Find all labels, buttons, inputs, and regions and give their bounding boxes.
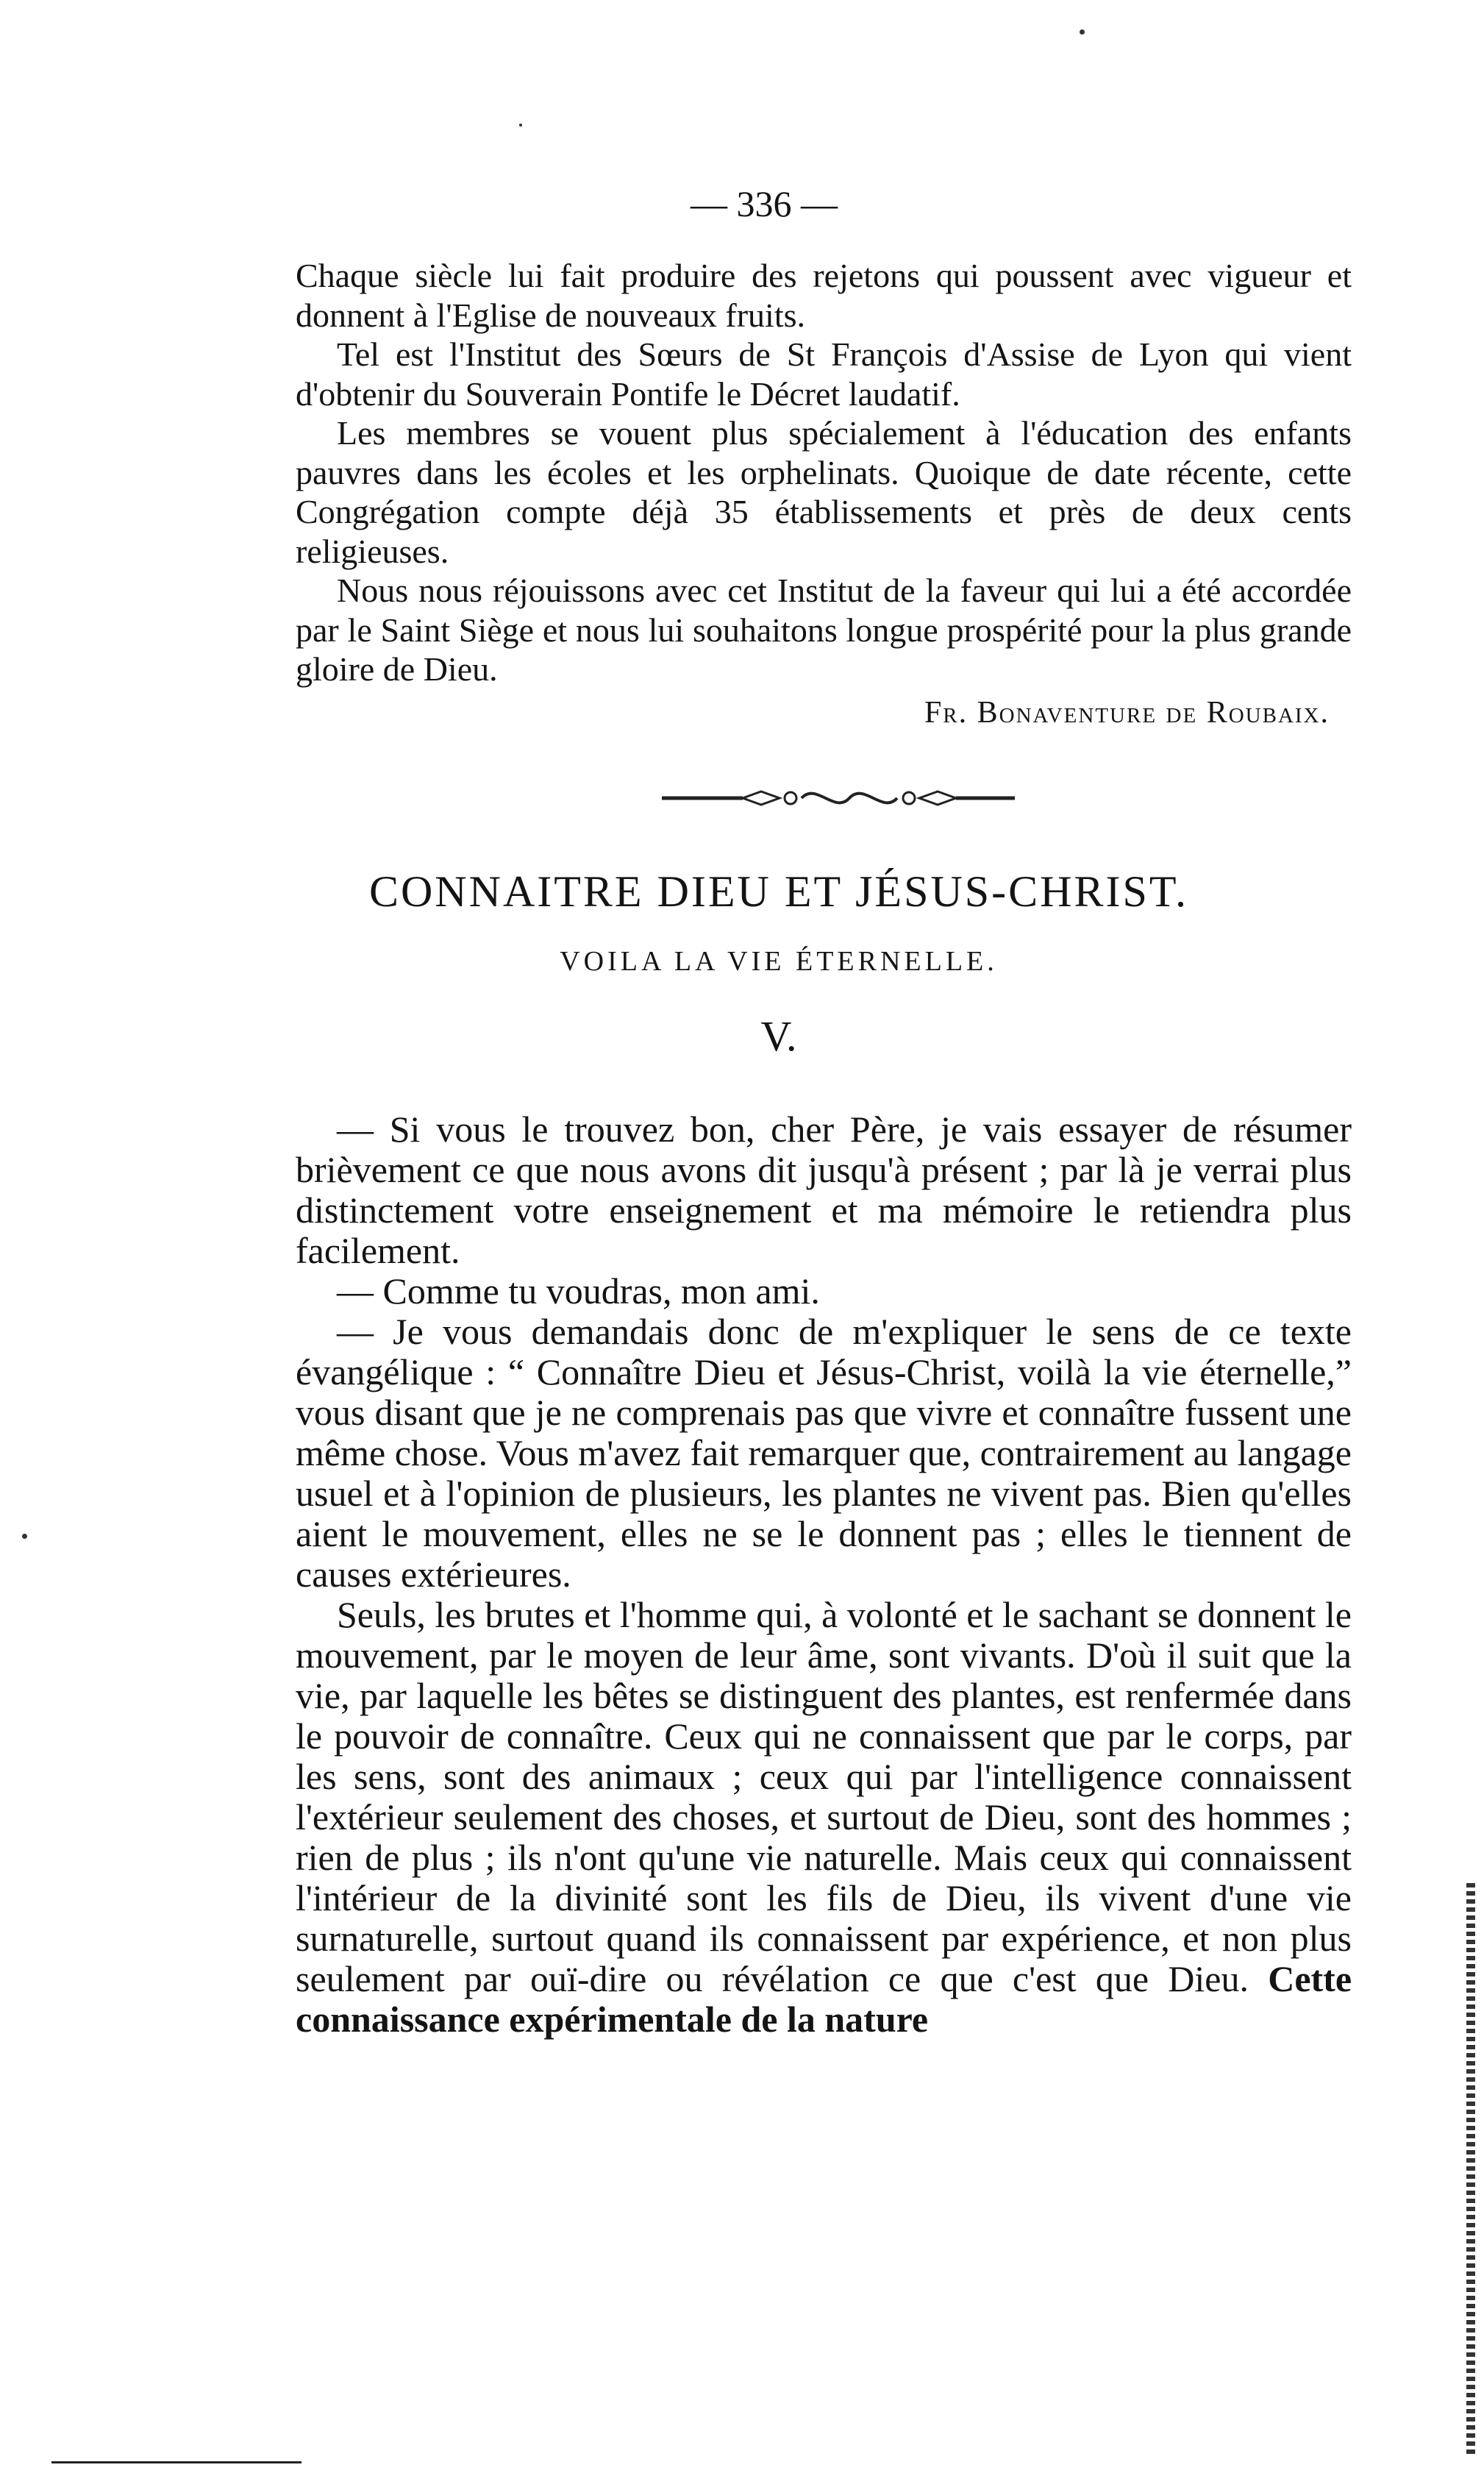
signature-text: Fr. Bonaventure de Roubaix. bbox=[924, 696, 1330, 730]
section-number: V. bbox=[760, 1012, 797, 1060]
article-body bbox=[296, 1109, 1352, 2040]
paragraph: Chaque siècle lui fait produire des rejetons qui poussent avec vigueur et donnent à l'Eglise de nouveaux fruits. bbox=[296, 257, 1352, 334]
paragraph: Nous nous réjouissons avec cet Institut de la faveur qui lui a été accordée par le Saint Siège et nous lui souhaitons longue prospérité pour la plus grande gloire de Dieu. bbox=[296, 572, 1352, 688]
paragraph: Tel est l'Institut des Sœurs de St François d'Assise de Lyon qui vient d'obtenir du Souverain Pontife le Décret laudatif. bbox=[296, 335, 1352, 413]
previous-article-text bbox=[296, 256, 1352, 689]
article-subtitle: VOILA LA VIE ÉTERNELLE. bbox=[560, 946, 998, 977]
article-title: CONNAITRE DIEU ET JÉSUS-CHRIST. bbox=[368, 867, 1189, 916]
scan-speck bbox=[519, 124, 522, 127]
scan-speck bbox=[22, 1534, 27, 1539]
scan-speck bbox=[1080, 29, 1085, 35]
paragraph: — Je vous demandais donc de m'expliquer le sens de ce texte évangélique : “ Connaître Dieu et Jésus-Christ, voilà la vie éternelle,” vous disant que je ne comprenais pas que vivre et connaître fussent une même chose. Vous m'avez fait remarquer que, contrairement au langage usuel et à l'opinion de plusieurs, les plantes ne vivent pas. Bien qu'elles aient le mouvement, elles ne se le donnent pas ; elles le tiennent de causes extérieures. bbox=[296, 1311, 1352, 1595]
paragraph: Les membres se vouent plus spécialement à l'éducation des enfants pauvres dans les écoles et les orphelinats. Quoique de date récente, cette Congrégation compte déjà 35 établissements et près de deux cents religieuses. bbox=[296, 414, 1352, 570]
ornamental-divider bbox=[662, 783, 1015, 813]
author-signature bbox=[924, 695, 1330, 730]
paragraph-text: Seuls, les brutes et l'homme qui, à volonté et le sachant se donnent le mouvement, par le moyen de leur âme, sont vivants. D'où il suit que la vie, par laquelle les bêtes se distinguent des plantes, est renfermée dans le pouvoir de connaître. Ceux qui ne connaissent que par le corps, par les sens, sont des animaux ; ceux qui par l'intelligence connaissent l'extérieur seulement des choses, et surtout de Dieu, sont des hommes ; rien de plus ; ils n'ont qu'une vie naturelle. Mais ceux qui connaissent l'intérieur de la divinité sont les fils de Dieu, ils vivent d'une vie surnaturelle, surtout quand ils connaissent par expérience, et non plus seulement par ouï-dire ou révélation ce que c'est que Dieu. bbox=[296, 1594, 1352, 1999]
paragraph bbox=[296, 1595, 1352, 2040]
paragraph: — Si vous le trouvez bon, cher Père, je vais essayer de résumer brièvement ce que nous avons dit jusqu'à présent ; par là je verrai plus distinctement votre enseignement et ma mémoire le retiendra plus facilement. bbox=[296, 1109, 1352, 1271]
paragraph-bold-tail: Cette connaissance expérimentale de la nature bbox=[296, 1958, 1352, 2040]
page-number: — 336 — bbox=[691, 183, 838, 224]
footer-rule bbox=[51, 2461, 302, 2463]
paragraph: — Comme tu voudras, mon ami. bbox=[337, 1270, 820, 1312]
scan-edge-mark bbox=[1466, 1883, 1475, 2457]
